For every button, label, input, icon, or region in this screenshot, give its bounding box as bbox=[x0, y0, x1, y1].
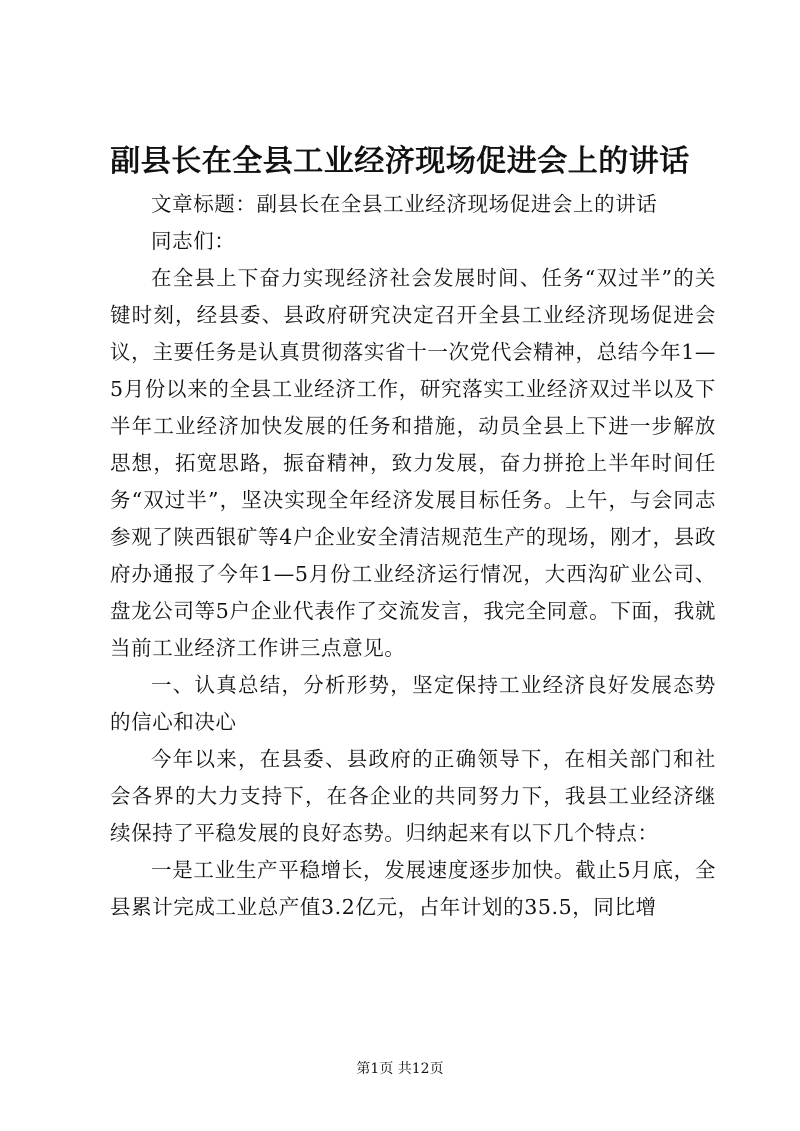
section-heading-1: 一、认真总结，分析形势，坚定保持工业经济良好发展态势的信心和决心 bbox=[110, 673, 716, 734]
document-body bbox=[110, 186, 716, 926]
paragraph-summary: 今年以来，在县委、县政府的正确领导下，在相关部门和社会各界的大力支持下，在各企业的共同努力下，我县工业经济继续保持了平稳发展的良好态势。归纳起来有以下几个特点： bbox=[110, 747, 716, 845]
document-title: 副县长在全县工业经济现场促进会上的讲话 bbox=[110, 144, 690, 179]
paragraph-article-title: 文章标题：副县长在全县工业经济现场促进会上的讲话 bbox=[151, 192, 658, 216]
paragraph-point-1: 一是工业生产平稳增长，发展速度逐步加快。截止5月底，全县累计完成工业总产值3.2亿元，占年计划的35.5，同比增 bbox=[110, 858, 716, 919]
paragraph-salutation: 同志们： bbox=[151, 229, 236, 253]
page-footer: 第1页 共12页 bbox=[356, 1061, 444, 1077]
paragraph-intro: 在全县上下奋力实现经济社会发展时间、任务“双过半”的关键时刻，经县委、县政府研究决定召开全县工业经济现场促进会议，主要任务是认真贯彻落实省十一次党代会精神，总结今年1—5月份以来的全县工业经济工作，研究落实工业经济双过半以及下半年工业经济加快发展的任务和措施，动员全县上下进一步解放思想，拓宽思路，振奋精神，致力发展，奋力拼抢上半年时间任务“双过半”，坚决实现全年经济发展目标任务。上午，与会同志参观了陕西银矿等4户企业安全清洁规范生产的现场，刚才，县政府办通报了今年1—5月份工业经济运行情况，大西沟矿业公司、盘龙公司等5户企业代表作了交流发言，我完全同意。下面，我就当前工业经济工作讲三点意见。 bbox=[110, 266, 716, 660]
